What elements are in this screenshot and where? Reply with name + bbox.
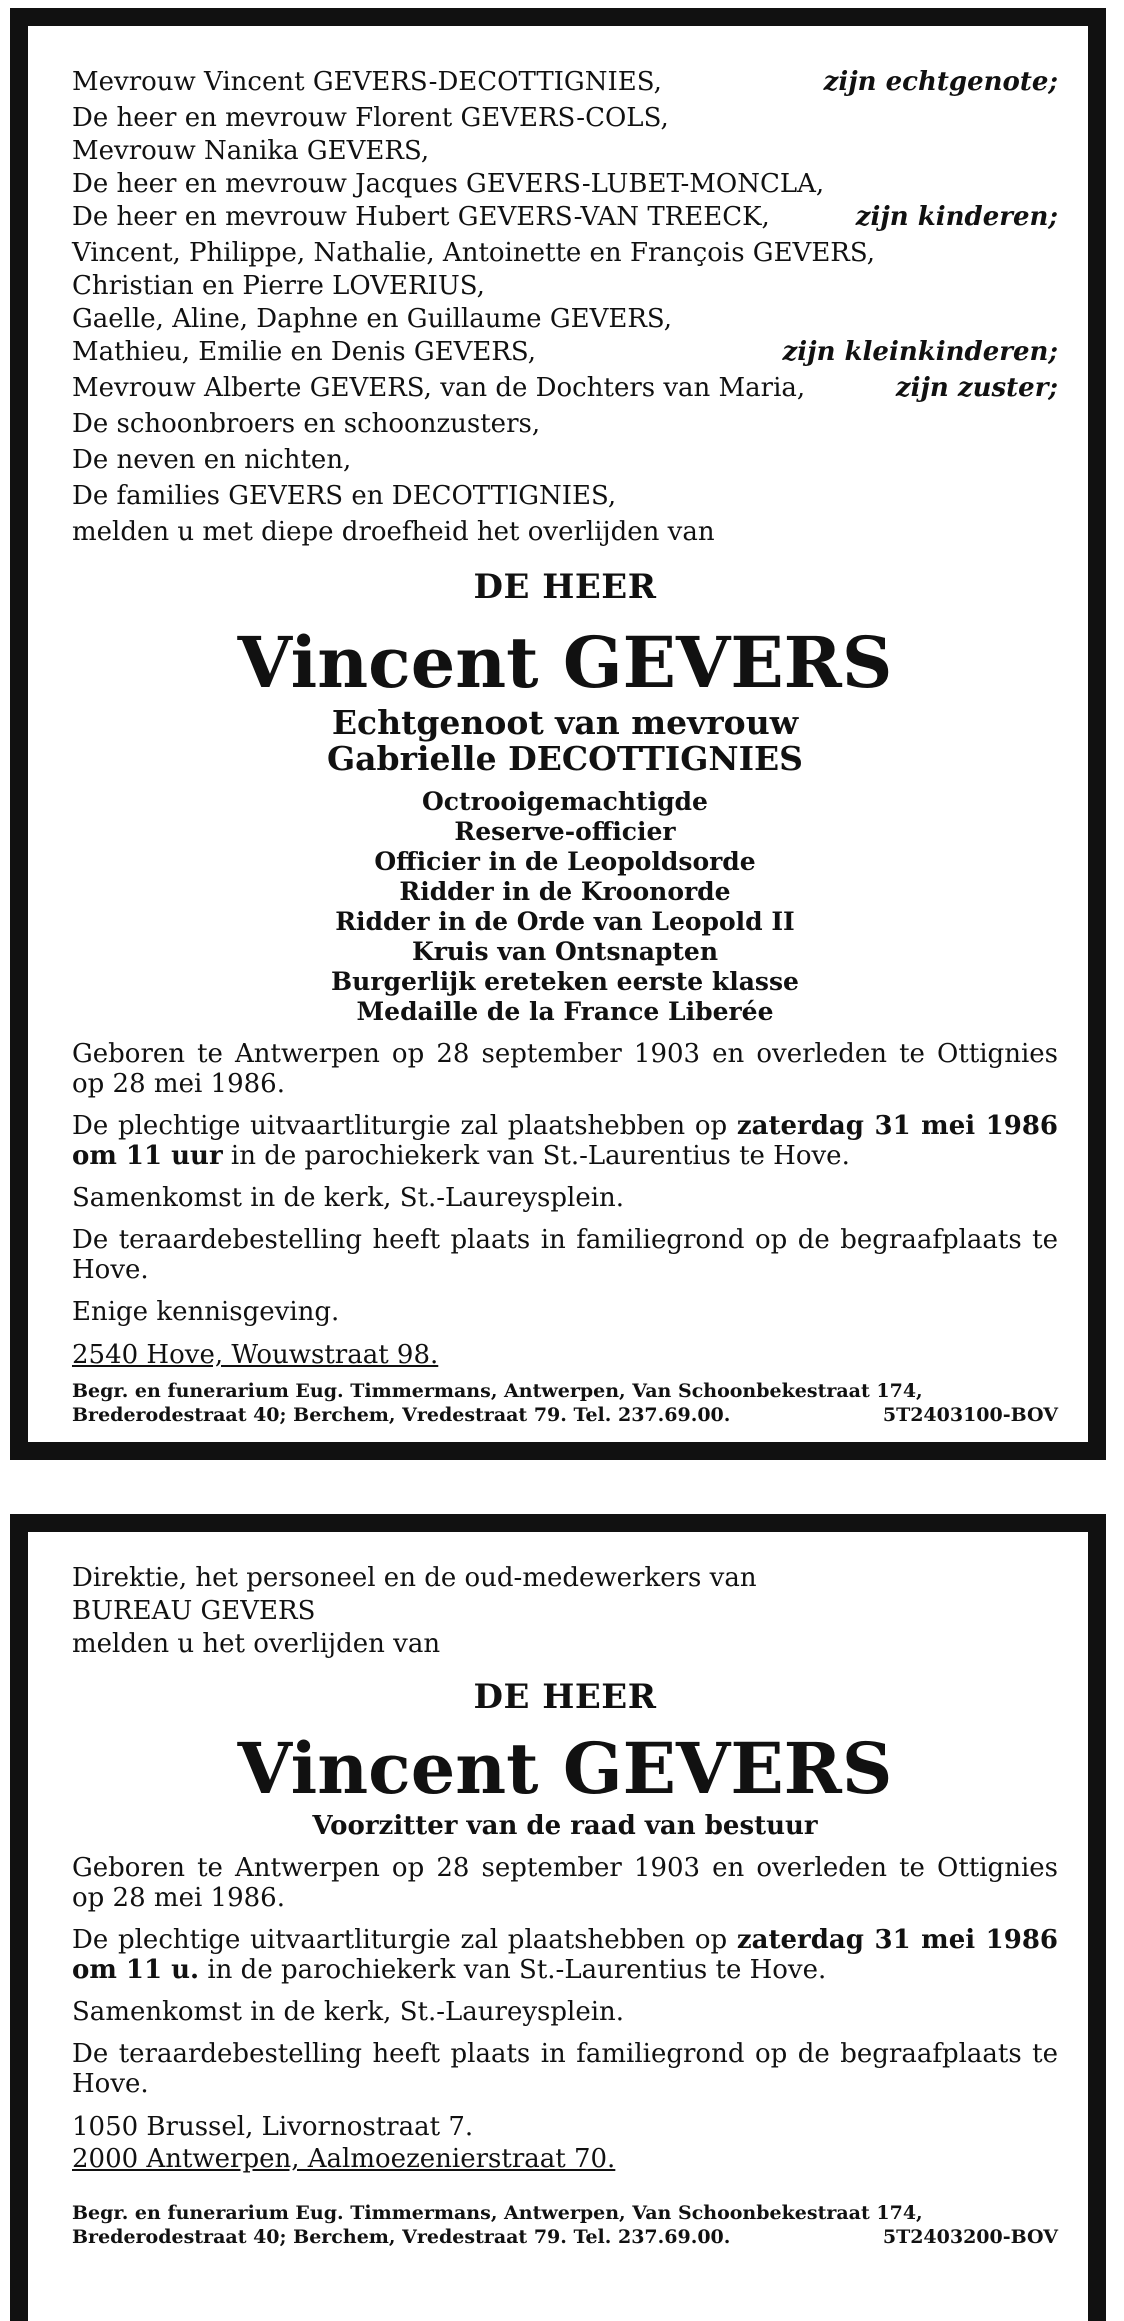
family-line <box>72 102 1058 135</box>
honour-title: Ridder in de Orde van Leopold II <box>335 907 795 936</box>
notice-only: Enige kennisgeving. <box>72 1297 340 1327</box>
family-line <box>72 66 1058 99</box>
spouse-line-1: Echtgenoot van mevrouw <box>331 703 799 742</box>
burial-info: De teraardebestelling heeft plaats in familiegrond op de begraafplaats te Hove. <box>72 1225 1058 1285</box>
family-line <box>72 135 1058 168</box>
funeral-home-line-2-row <box>72 2225 1058 2249</box>
honours-list <box>72 787 1058 1027</box>
family-line <box>72 516 1058 549</box>
funeral-home-line-1: Begr. en funerarium Eug. Timmermans, Antwerpen, Van Schoonbekestraat 174, <box>72 1380 923 1402</box>
family-address-text: 2540 Hove, Wouwstraat 98. <box>72 1340 439 1370</box>
family-member: Mevrouw Vincent GEVERS-DECOTTIGNIES, <box>72 67 662 97</box>
family-member: melden u met diepe droefheid het overlijden van <box>72 517 715 547</box>
liturgy-place: in de parochiekerk van St.-Laurentius te Hove. <box>199 1955 827 1985</box>
family-line <box>72 303 1058 336</box>
address-antwerp-text: 2000 Antwerpen, Aalmoezenierstraat 70. <box>72 2144 616 2174</box>
family-line <box>72 336 1058 369</box>
family-member: Vincent, Philippe, Nathalie, Antoinette en François GEVERS, <box>72 238 876 268</box>
family-member: Mevrouw Nanika GEVERS, <box>72 136 430 166</box>
family-line <box>72 444 1058 477</box>
intro-line: Direktie, het personeel en de oud-medewerkers van <box>72 1563 757 1593</box>
family-list <box>72 66 1058 549</box>
reference-code: 5T2403200-BOV <box>882 2226 1058 2248</box>
honorific: DE HEER <box>473 1677 657 1717</box>
family-line <box>72 201 1058 234</box>
birth-death-info: Geboren te Antwerpen op 28 september 1903 en overleden te Ottignies op 28 mei 1986. <box>72 1039 1058 1099</box>
spouse-line-2: Gabrielle DECOTTIGNIES <box>326 739 804 778</box>
address-brussels: 1050 Brussel, Livornostraat 7. <box>72 2112 474 2142</box>
honour-title: Kruis van Ontsnapten <box>411 937 719 966</box>
family-member: De heer en mevrouw Hubert GEVERS-VAN TREECK, <box>72 202 770 232</box>
family-relation: zijn zuster; <box>895 373 1058 403</box>
intro-line: BUREAU GEVERS <box>72 1596 316 1626</box>
family-line <box>72 480 1058 513</box>
funeral-home-line-1: Begr. en funerarium Eug. Timmermans, Antwerpen, Van Schoonbekestraat 174, <box>72 2202 923 2224</box>
meeting-info: Samenkomst in de kerk, St.-Laureysplein. <box>72 1997 625 2027</box>
family-line <box>72 408 1058 441</box>
family-member: Gaelle, Aline, Daphne en Guillaume GEVERS, <box>72 304 673 334</box>
family-line <box>72 168 1058 201</box>
deceased-name: Vincent GEVERS <box>237 621 893 704</box>
honorific: DE HEER <box>473 567 657 607</box>
burial-info: De teraardebestelling heeft plaats in familiegrond op de begraafplaats te Hove. <box>72 2039 1058 2099</box>
liturgy-info <box>72 1111 1058 1171</box>
honour-title: Ridder in de Kroonorde <box>399 877 731 906</box>
funeral-home-line-2: Brederodestraat 40; Berchem, Vredestraat 79. Tel. 237.69.00. <box>72 2226 731 2248</box>
family-member: De schoonbroers en schoonzusters, <box>72 409 541 439</box>
liturgy-text: De plechtige uitvaartliturgie zal plaatshebben op <box>72 1925 737 1955</box>
funeral-home-info <box>72 1379 1058 1427</box>
birth-death-info: Geboren te Antwerpen op 28 september 1903 en overleden te Ottignies op 28 mei 1986. <box>72 1853 1058 1913</box>
family-relation: zijn kinderen; <box>855 202 1058 232</box>
family-line <box>72 372 1058 405</box>
family-member: Christian en Pierre LOVERIUS, <box>72 271 485 301</box>
address-antwerp <box>72 2143 1058 2175</box>
obituary-notice-family <box>10 8 1106 1460</box>
liturgy-text: De plechtige uitvaartliturgie zal plaatshebben op <box>72 1111 737 1141</box>
family-member: Mevrouw Alberte GEVERS, van de Dochters van Maria, <box>72 373 806 403</box>
liturgy-date: zaterdag 31 mei 1986 om 11 u. <box>72 1925 1058 1985</box>
family-line <box>72 237 1058 270</box>
honour-title: Burgerlijk ereteken eerste klasse <box>331 967 799 996</box>
funeral-home-info <box>72 2201 1058 2249</box>
liturgy-info <box>72 1925 1058 1985</box>
family-member: Mathieu, Emilie en Denis GEVERS, <box>72 337 537 367</box>
function-title: Voorzitter van de raad van bestuur <box>312 1811 818 1841</box>
honour-title: Medaille de la France Liberée <box>356 997 774 1026</box>
meeting-info: Samenkomst in de kerk, St.-Laureysplein. <box>72 1183 625 1213</box>
family-member: De heer en mevrouw Jacques GEVERS-LUBET-MONCLA, <box>72 169 825 199</box>
family-line <box>72 270 1058 303</box>
family-member: De heer en mevrouw Florent GEVERS-COLS, <box>72 103 669 133</box>
liturgy-place: in de parochiekerk van St.-Laurentius te Hove. <box>222 1141 850 1171</box>
family-relation: zijn kleinkinderen; <box>782 337 1058 367</box>
deceased-name: Vincent GEVERS <box>237 1727 893 1810</box>
reference-code: 5T2403100-BOV <box>882 1404 1058 1426</box>
honour-title: Octrooigemachtigde <box>422 787 708 816</box>
funeral-home-line-2: Brederodestraat 40; Berchem, Vredestraat 79. Tel. 237.69.00. <box>72 1404 731 1426</box>
obituary-notice-company <box>10 1514 1106 2321</box>
family-member: De families GEVERS en DECOTTIGNIES, <box>72 481 617 511</box>
honour-title: Reserve-officier <box>454 817 676 846</box>
company-intro <box>72 1562 1058 1661</box>
family-address <box>72 1339 1058 1371</box>
family-member: De neven en nichten, <box>72 445 352 475</box>
intro-line: melden u het overlijden van <box>72 1629 441 1659</box>
funeral-home-line-2-row <box>72 1403 1058 1427</box>
honour-title: Officier in de Leopoldsorde <box>374 847 756 876</box>
family-relation: zijn echtgenote; <box>823 67 1058 97</box>
liturgy-date: zaterdag 31 mei 1986 om 11 uur <box>72 1111 1058 1171</box>
